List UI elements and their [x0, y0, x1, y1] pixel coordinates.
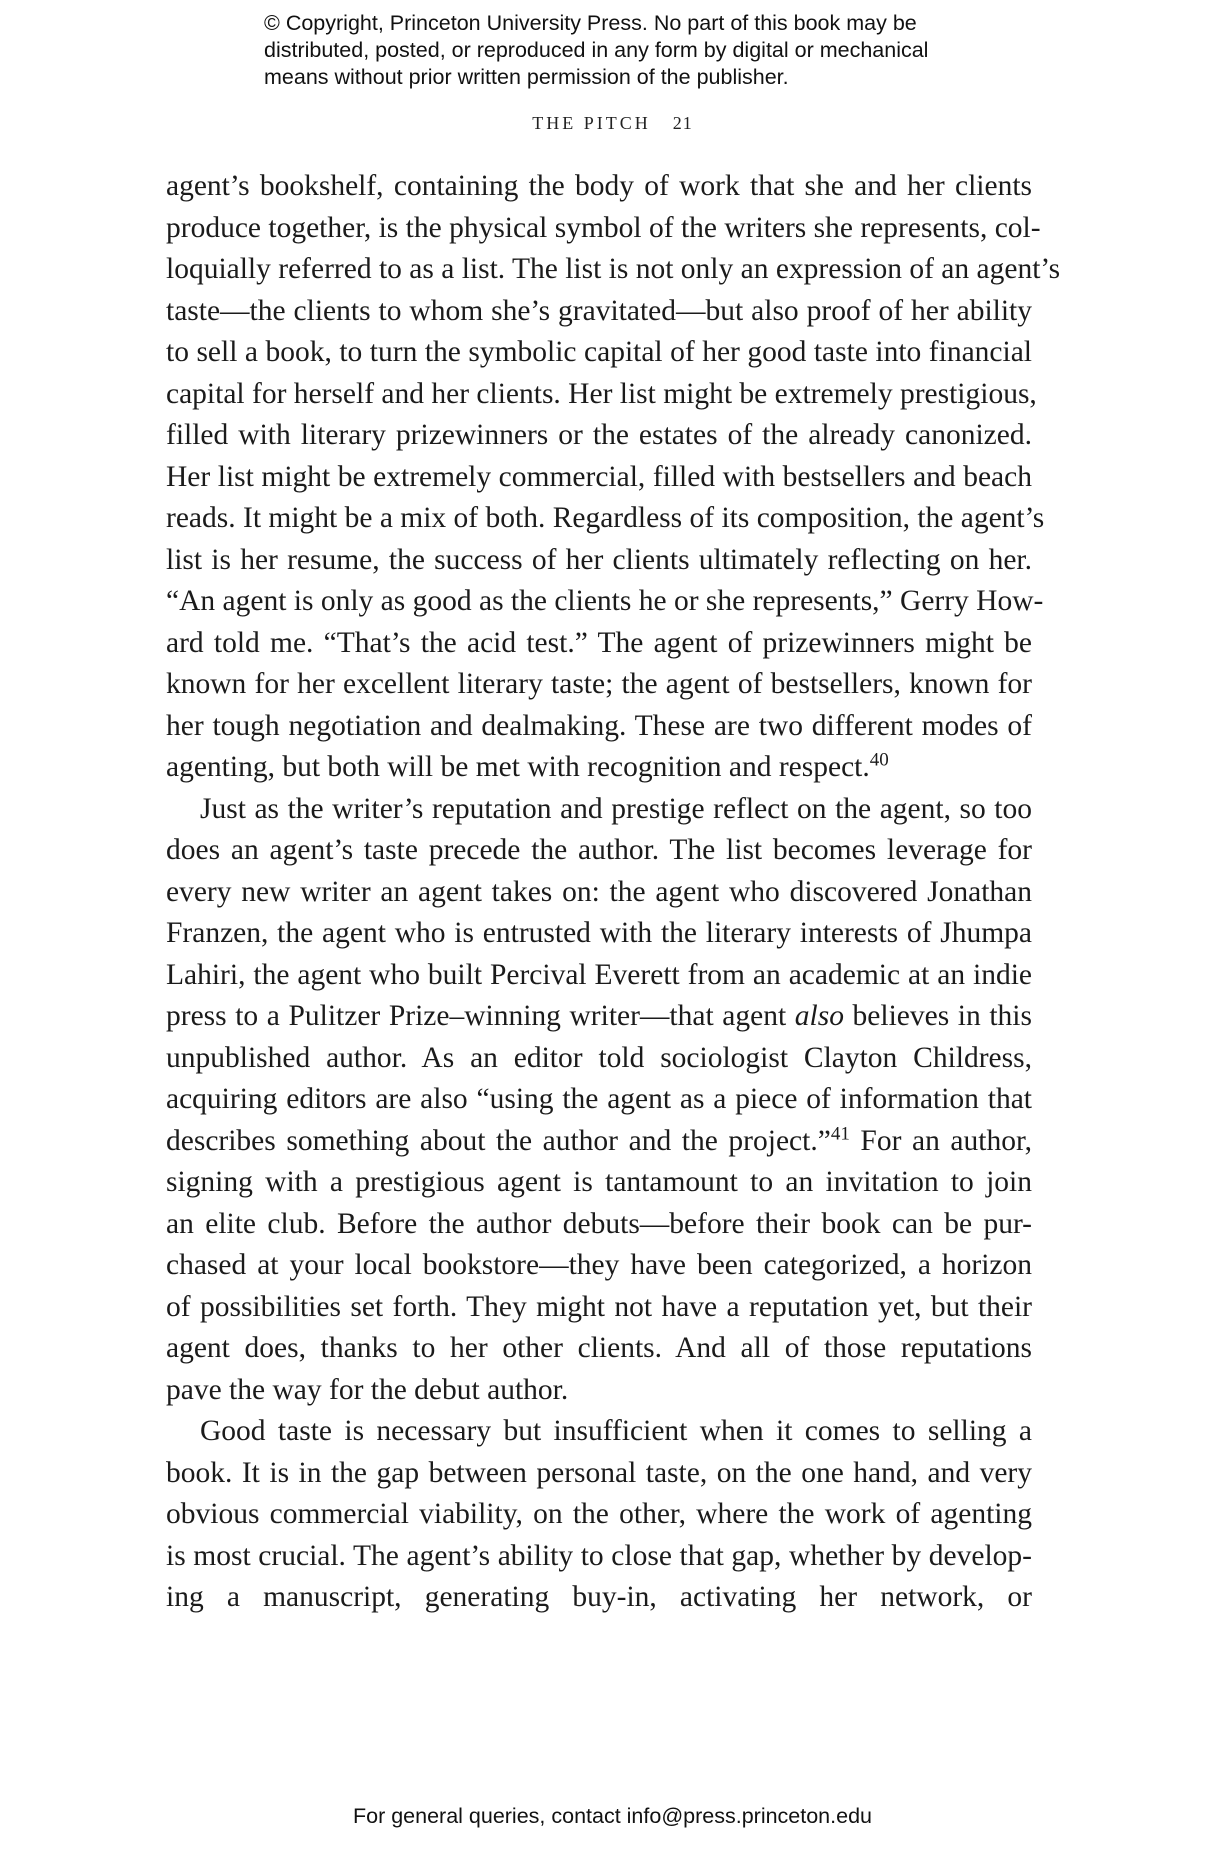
- copyright-line: means without prior written permission of the publisher.: [264, 65, 789, 89]
- text-line: Good taste is necessary but insufficient when it comes to selling a: [200, 1415, 1032, 1447]
- text-line: produce together, is the physical symbol of the writers she represents, col-: [166, 211, 1041, 244]
- page-number: 21: [672, 113, 693, 133]
- text-line: [166, 1121, 1032, 1163]
- text-line: “An agent is only as good as the clients he or she represents,” Gerry How-: [166, 585, 1044, 617]
- text-line: unpublished author. As an editor told sociologist Clayton Childress,: [166, 1041, 1032, 1074]
- text-line: every new writer an agent takes on: the agent who discovered Jonathan: [166, 875, 1032, 908]
- text-line: [166, 747, 1032, 789]
- text-line: agent does, thanks to her other clients. And all of those reputations: [166, 1332, 1032, 1364]
- running-head-title: THE PITCH: [532, 113, 651, 133]
- text-line: does an agent’s taste precede the author. The list becomes leverage for: [166, 834, 1032, 866]
- footnote-ref: 40: [869, 749, 889, 771]
- text-line: Franzen, the agent who is entrusted with the literary interests of Jhumpa: [166, 917, 1032, 949]
- text-line: ing a manuscript, generating buy-in, activating her network, or: [166, 1581, 1032, 1613]
- footnote-ref: 41: [830, 1123, 850, 1145]
- text-line: book. It is in the gap between personal taste, on the one hand, and very: [166, 1456, 1032, 1489]
- text-line: her tough negotiation and dealmaking. These are two different modes of: [166, 709, 1032, 742]
- text-line: ard told me. “That’s the acid test.” The agent of prizewinners might be: [166, 626, 1032, 659]
- text-line: known for her excellent literary taste; the agent of bestsellers, known for: [166, 668, 1032, 700]
- footer-contact: For general queries, contact info@press.princeton.edu: [352, 1804, 872, 1828]
- text-line: list is her resume, the success of her clients ultimately reflecting on her.: [166, 543, 1032, 576]
- text-line: Just as the writer’s reputation and prestige reflect on the agent, so too: [200, 792, 1032, 825]
- text-line: an elite club. Before the author debuts—before their book can be pur-: [166, 1207, 1032, 1240]
- running-head: [0, 113, 1225, 134]
- text-line: Her list might be extremely commercial, filled with bestsellers and beach: [166, 460, 1032, 493]
- text-line: to sell a book, to turn the symbolic capital of her good taste into financial: [166, 336, 1032, 368]
- text-segment: agenting, but both will be met with recognition and respect.: [166, 751, 870, 783]
- text-segment: press to a Pulitzer Prize–winning writer—that agent: [166, 1000, 795, 1032]
- body-text: [166, 166, 1061, 1619]
- text-line: obvious commercial viability, on the other, where the work of agenting: [166, 1498, 1032, 1530]
- text-line: filled with literary prizewinners or the estates of the already canonized.: [166, 419, 1032, 451]
- text-line: pave the way for the debut author.: [166, 1373, 569, 1406]
- copyright-notice: [264, 10, 1024, 91]
- text-line: Lahiri, the agent who built Percival Everett from an academic at an indie: [166, 958, 1032, 991]
- text-line: loquially referred to as a list. The list is not only an expression of an agent’s: [166, 253, 1061, 285]
- text-line: agent’s bookshelf, containing the body of work that she and her clients: [166, 170, 1032, 202]
- text-line: is most crucial. The agent’s ability to close that gap, whether by develop-: [166, 1539, 1032, 1572]
- text-segment: believes in this: [843, 1000, 1032, 1032]
- text-line: signing with a prestigious agent is tantamount to an invitation to join: [166, 1166, 1032, 1198]
- text-line: reads. It might be a mix of both. Regardless of its composition, the agent’s: [166, 502, 1045, 534]
- text-line: taste—the clients to whom she’s gravitated—but also proof of her ability: [166, 294, 1032, 327]
- text-emphasis: also: [794, 1000, 844, 1032]
- copyright-line: © Copyright, Princeton University Press. No part of this book may be: [264, 11, 917, 35]
- text-line: [166, 996, 1032, 1038]
- text-line: capital for herself and her clients. Her list might be extremely prestigious,: [166, 377, 1037, 410]
- text-segment: For an author,: [849, 1124, 1032, 1157]
- text-segment: describes something about the author and the project.”: [166, 1124, 831, 1157]
- text-line: of possibilities set forth. They might not have a reputation yet, but their: [166, 1290, 1032, 1323]
- text-line: acquiring editors are also “using the agent as a piece of information that: [166, 1083, 1032, 1115]
- text-line: chased at your local bookstore—they have been categorized, a horizon: [166, 1249, 1032, 1281]
- copyright-line: distributed, posted, or reproduced in any form by digital or mechanical: [264, 38, 929, 62]
